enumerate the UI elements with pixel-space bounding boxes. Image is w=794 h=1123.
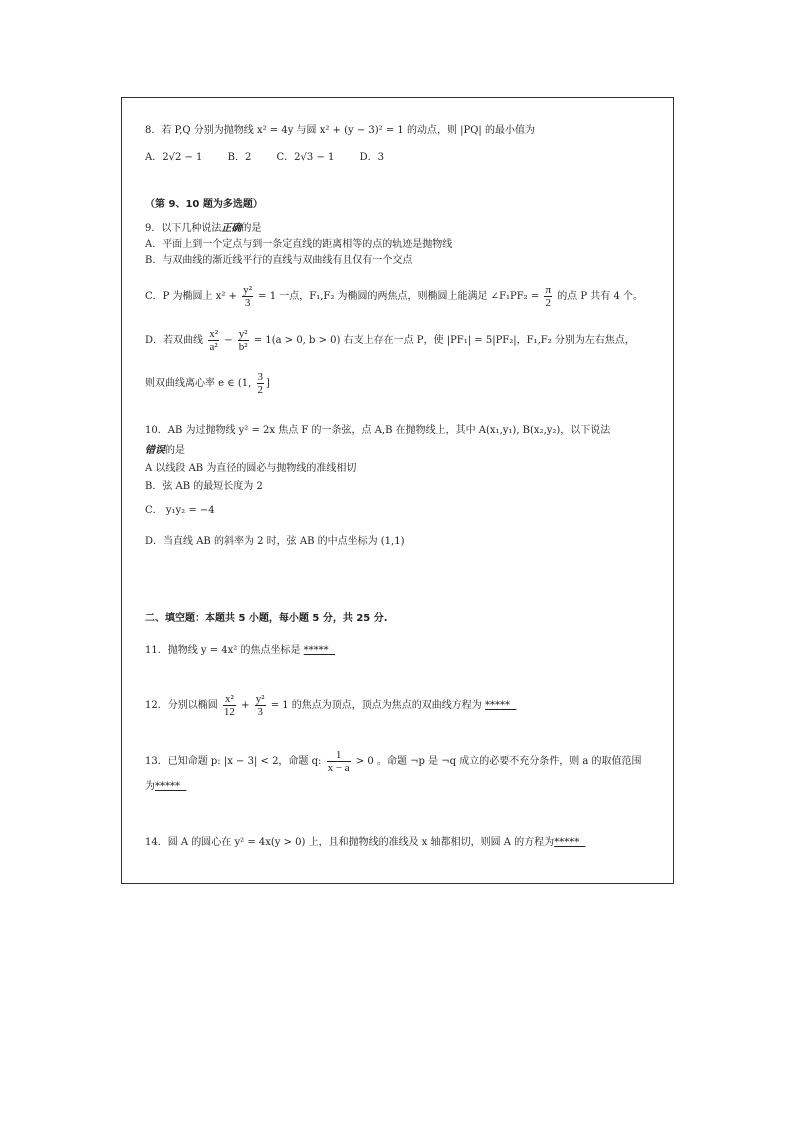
q13-line2 bbox=[145, 780, 186, 794]
q13-stem-post: > 0 。命题 ¬p 是 ¬q 成立的必要不充分条件，则 a 的取值范围 bbox=[355, 756, 642, 767]
q13-line2-text: 为 bbox=[145, 781, 155, 792]
q9-c-plus: x² + bbox=[215, 291, 237, 302]
q9-option-c[interactable] bbox=[145, 283, 643, 311]
q9-c-post: = 1 一点，F₁,F₂ 为椭圆的两焦点，则椭圆上能满足 ∠F₁PF₂ = bbox=[258, 291, 540, 302]
q10-stem-line2 bbox=[145, 444, 185, 458]
q11-answer-blank[interactable]: ***** bbox=[303, 645, 329, 656]
q11-stem: 11．抛物线 y = 4x² 的焦点坐标是 bbox=[145, 645, 301, 656]
q9-c-end: 的点 P 共有 4 个。 bbox=[557, 291, 643, 302]
q9-c-pre: C．P 为椭圆上 bbox=[145, 291, 213, 302]
q9-option-a[interactable]: A．平面上到一个定点与到一条定直线的距离相等的点的轨迹是抛物线 bbox=[145, 239, 453, 250]
q10-option-b[interactable]: B．弦 AB 的最短长度为 2 bbox=[145, 481, 263, 492]
q9-stem-pre: 9．以下几种说法 bbox=[145, 223, 222, 234]
q10-stem-post: 的是 bbox=[165, 445, 185, 456]
q14 bbox=[145, 836, 586, 850]
q13-answer-blank[interactable]: ***** bbox=[155, 781, 180, 792]
q9-stem-post: 的是 bbox=[241, 223, 262, 234]
q9-d-minus: − bbox=[224, 335, 233, 346]
q12-stem-post: = 1 的焦点为顶点，顶点为焦点的双曲线方程为 bbox=[270, 700, 482, 711]
q10-option-d[interactable]: D．当直线 AB 的斜率为 2 时，弦 AB 的中点坐标为 (1,1) bbox=[145, 536, 405, 547]
q12-plus: + bbox=[241, 700, 250, 711]
q11 bbox=[145, 644, 335, 658]
q9-stem-emph: 正确 bbox=[221, 223, 242, 234]
q8-option-c[interactable]: C．2√3 − 1 bbox=[276, 152, 335, 163]
fraction-y2-over-3-q12: $\frac{\text{y²}}{3}$ bbox=[255, 693, 265, 718]
q10-option-a[interactable]: A 以线段 AB 为直径的圆必与抛物线的准线相切 bbox=[145, 463, 357, 474]
q12-answer-blank[interactable]: ***** bbox=[484, 700, 510, 711]
fraction-3-over-2: $\frac{3}{2}$ bbox=[257, 371, 263, 396]
q10-stem-emph: 错误 bbox=[145, 445, 165, 456]
q10-stem: 10．AB 为过抛物线 y² = 2x 焦点 F 的一条弦，点 A,B 在抛物线上，其中 A(x₁,y₁), B(x₂,y₂)，以下说法 bbox=[145, 425, 611, 436]
q13-stem-pre: 13．已知命题 p: |x − 3| < 2，命题 q: bbox=[145, 756, 322, 767]
q9-option-b[interactable]: B．与双曲线的渐近线平行的直线与双曲线有且仅有一个交点 bbox=[145, 255, 413, 266]
q8-options bbox=[145, 151, 406, 165]
fraction-1-over-x-minus-a: $\frac{1}{x - a}$ bbox=[327, 749, 350, 774]
fraction-x2-over-12: $\frac{\text{x²}}{12}$ bbox=[223, 693, 235, 718]
q8-option-d[interactable]: D．3 bbox=[359, 152, 384, 163]
fraction-pi-over-2: $\frac{\pi}{2}$ bbox=[545, 284, 551, 309]
q10-option-c[interactable]: C． y₁y₂ = −4 bbox=[145, 505, 215, 516]
q12 bbox=[145, 692, 516, 720]
q9-d-line2-end: ] bbox=[266, 378, 270, 389]
section-fill-heading: 二、填空题：本题共 5 小题，每小题 5 分，共 25 分. bbox=[145, 613, 388, 624]
q8-option-b[interactable]: B．2 bbox=[227, 152, 252, 163]
q14-answer-blank[interactable]: ***** bbox=[554, 837, 580, 848]
q9-option-d-line2 bbox=[145, 370, 270, 398]
q8-stem: 8．若 P,Q 分别为抛物线 x² = 4y 与圆 x² + (y − 3)² = 1 的动点，则 |PQ| 的最小值为 bbox=[145, 125, 535, 136]
section-multi-heading: （第 9、10 题为多选题） bbox=[145, 199, 263, 210]
q14-stem: 14．圆 A 的圆心在 y² = 4x(y > 0) 上，且和抛物线的准线及 x 轴都相切，则圆 A 的方程为 bbox=[145, 837, 555, 848]
fraction-x2-over-a2: $\frac{\text{x²}}{\text{a²}}$ bbox=[209, 328, 219, 353]
q9-stem bbox=[145, 222, 261, 236]
q9-d-post: = 1(a > 0, b > 0) 右支上存在一点 P，使 |PF₁| = 5|PF₂|，F₁,F₂ 分别为左右焦点， bbox=[253, 335, 635, 346]
q9-option-d[interactable] bbox=[145, 327, 635, 355]
fraction-y2-over-3: $\frac{\text{y²}}{3}$ bbox=[243, 284, 252, 309]
q12-stem-pre: 12．分别以椭圆 bbox=[145, 700, 218, 711]
q8-option-a[interactable]: A．2√2 − 1 bbox=[145, 152, 203, 163]
q9-d-pre: D．若双曲线 bbox=[145, 335, 204, 346]
fraction-y2-over-b2: $\frac{\text{y²}}{\text{b²}}$ bbox=[238, 328, 248, 353]
q9-d-line2: 则双曲线离心率 e ∈ (1, bbox=[145, 378, 252, 389]
q13 bbox=[145, 748, 642, 776]
